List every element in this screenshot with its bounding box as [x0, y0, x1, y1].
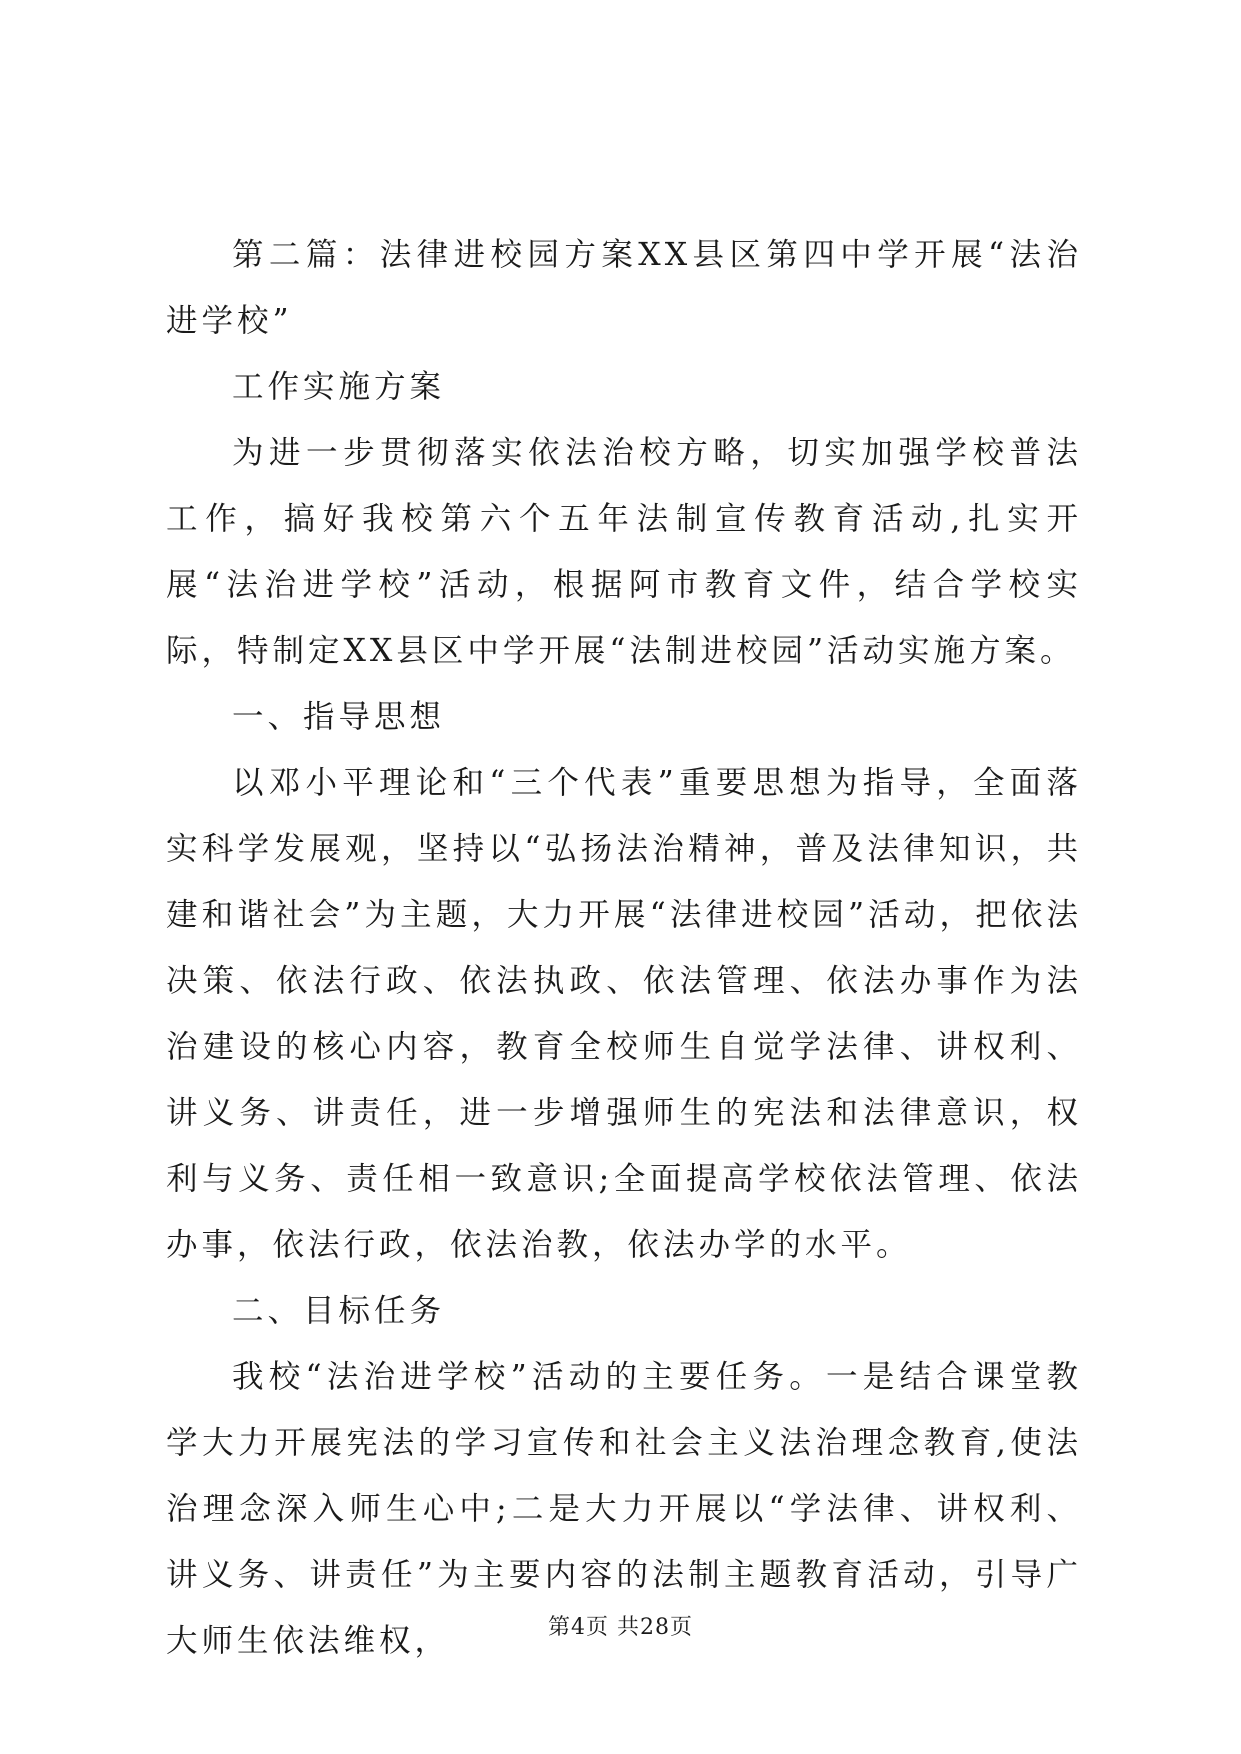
guiding-ideology-paragraph: 以邓小平理论和“三个代表”重要思想为指导，全面落实科学发展观，坚持以“弘扬法治精神，普及法律知识，共建和谐社会”为主题，大力开展“法律进校园”活动，把依法决策、依法行政、依法执政、依法管理、依法办事作为法治建设的核心内容，教育全校师生自觉学法律、讲权利、讲义务、讲责任，进一步增强师生的宪法和法律意识，权利与义务、责任相一致意识;全面提高学校依法管理、依法办事，依法行政，依法治教，依法办学的水平。: [166, 765, 1082, 1263]
heading-paragraph: 第二篇：法律进校园方案XX县区第四中学开展“法治进学校”: [166, 237, 1082, 339]
page-footer: 第4页 共28页: [548, 1615, 693, 1640]
goals-paragraph: 我校“法治进学校”活动的主要任务。一是结合课堂教学大力开展宪法的学习宣传和社会主义法治理念教育,使法治理念深入师生心中;二是大力开展以“学法律、讲权利、讲义务、讲责任”为主要内容的法制主题教育活动，引导广大师生依法维权，: [166, 1359, 1082, 1659]
document-body: [166, 222, 1082, 1674]
intro-paragraph: 为进一步贯彻落实依法治校方略，切实加强学校普法工作，搞好我校第六个五年法制宣传教育活动,扎实开展“法治进学校”活动，根据阿市教育文件，结合学校实际，特制定XX县区中学开展“法制进校园”活动实施方案。: [166, 435, 1082, 669]
section-heading-goals: 二、目标任务: [232, 1293, 446, 1329]
section-heading-guiding-ideology: 一、指导思想: [232, 699, 446, 735]
subheading-paragraph: 工作实施方案: [232, 369, 446, 405]
